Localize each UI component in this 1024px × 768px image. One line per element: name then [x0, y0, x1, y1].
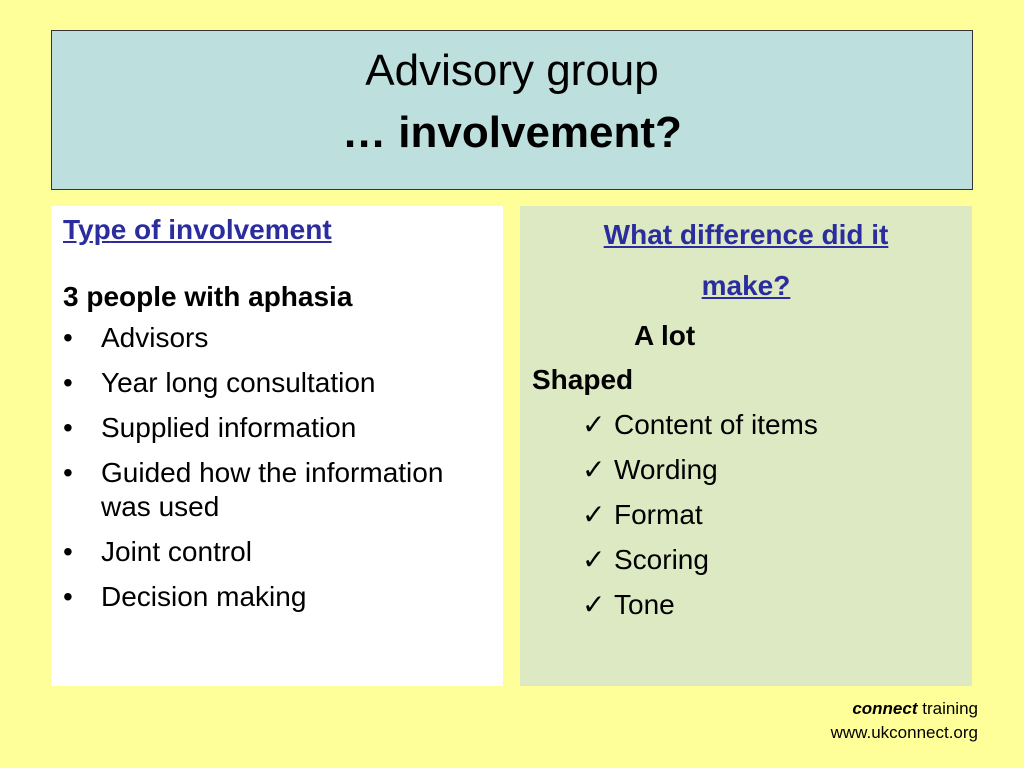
list-item	[582, 447, 960, 492]
checkmark-icon: ✓	[582, 454, 606, 485]
title-box	[51, 30, 973, 190]
title-line-2: … involvement?	[342, 108, 682, 157]
list-item	[582, 537, 960, 582]
shaped-label: Shaped	[532, 364, 634, 395]
left-subheading: 3 people with aphasia	[63, 281, 353, 312]
footer	[831, 697, 978, 745]
title-line-1: Advisory group	[365, 46, 659, 95]
footer-url[interactable]: www.ukconnect.org	[830, 723, 978, 742]
left-heading[interactable]	[63, 212, 491, 253]
list-item	[63, 366, 491, 400]
list-item	[63, 321, 491, 355]
bullet-icon: •	[63, 367, 73, 398]
list-item	[582, 582, 960, 627]
list-item-text: Joint control	[101, 536, 252, 567]
footer-brand: connect	[852, 699, 918, 718]
list-item-text: Supplied information	[101, 412, 357, 443]
right-panel	[520, 206, 972, 686]
list-item-text: Tone	[614, 589, 675, 620]
list-item	[63, 411, 491, 445]
bullet-icon: •	[63, 581, 73, 612]
right-heading-line1[interactable]: What difference did it	[603, 219, 889, 250]
list-item	[63, 580, 491, 614]
list-item	[63, 535, 491, 569]
list-item-text: Content of items	[614, 409, 818, 440]
checkmark-icon: ✓	[582, 409, 606, 440]
footer-brand-line	[831, 697, 978, 721]
checkmark-icon: ✓	[582, 499, 606, 530]
list-item	[63, 456, 491, 524]
left-panel	[51, 206, 503, 686]
list-item-text: Wording	[614, 454, 718, 485]
answer-text: A lot	[634, 320, 696, 351]
list-item-text: Decision making	[101, 581, 307, 612]
left-heading-part2[interactable]: e of involvement	[110, 214, 332, 245]
right-heading-line2[interactable]: make?	[701, 270, 791, 301]
checkmark-icon: ✓	[582, 544, 606, 575]
list-item-text: Advisors	[101, 322, 209, 353]
bullet-icon: •	[63, 536, 73, 567]
involvement-list	[63, 321, 491, 614]
right-heading[interactable]	[532, 212, 960, 314]
list-item-text: Scoring	[614, 544, 709, 575]
left-heading-part1[interactable]: Typ	[63, 214, 111, 245]
bullet-icon: •	[63, 322, 73, 353]
list-item-text: Year long consultation	[101, 367, 376, 398]
shaped-list	[532, 402, 960, 627]
list-item	[582, 492, 960, 537]
checkmark-icon: ✓	[582, 589, 606, 620]
bullet-icon: •	[63, 457, 73, 488]
list-item-text: Guided how the information was used	[101, 457, 444, 522]
footer-brand-suffix: training	[922, 699, 978, 718]
list-item	[582, 402, 960, 447]
list-item-text: Format	[614, 499, 703, 530]
bullet-icon: •	[63, 412, 73, 443]
